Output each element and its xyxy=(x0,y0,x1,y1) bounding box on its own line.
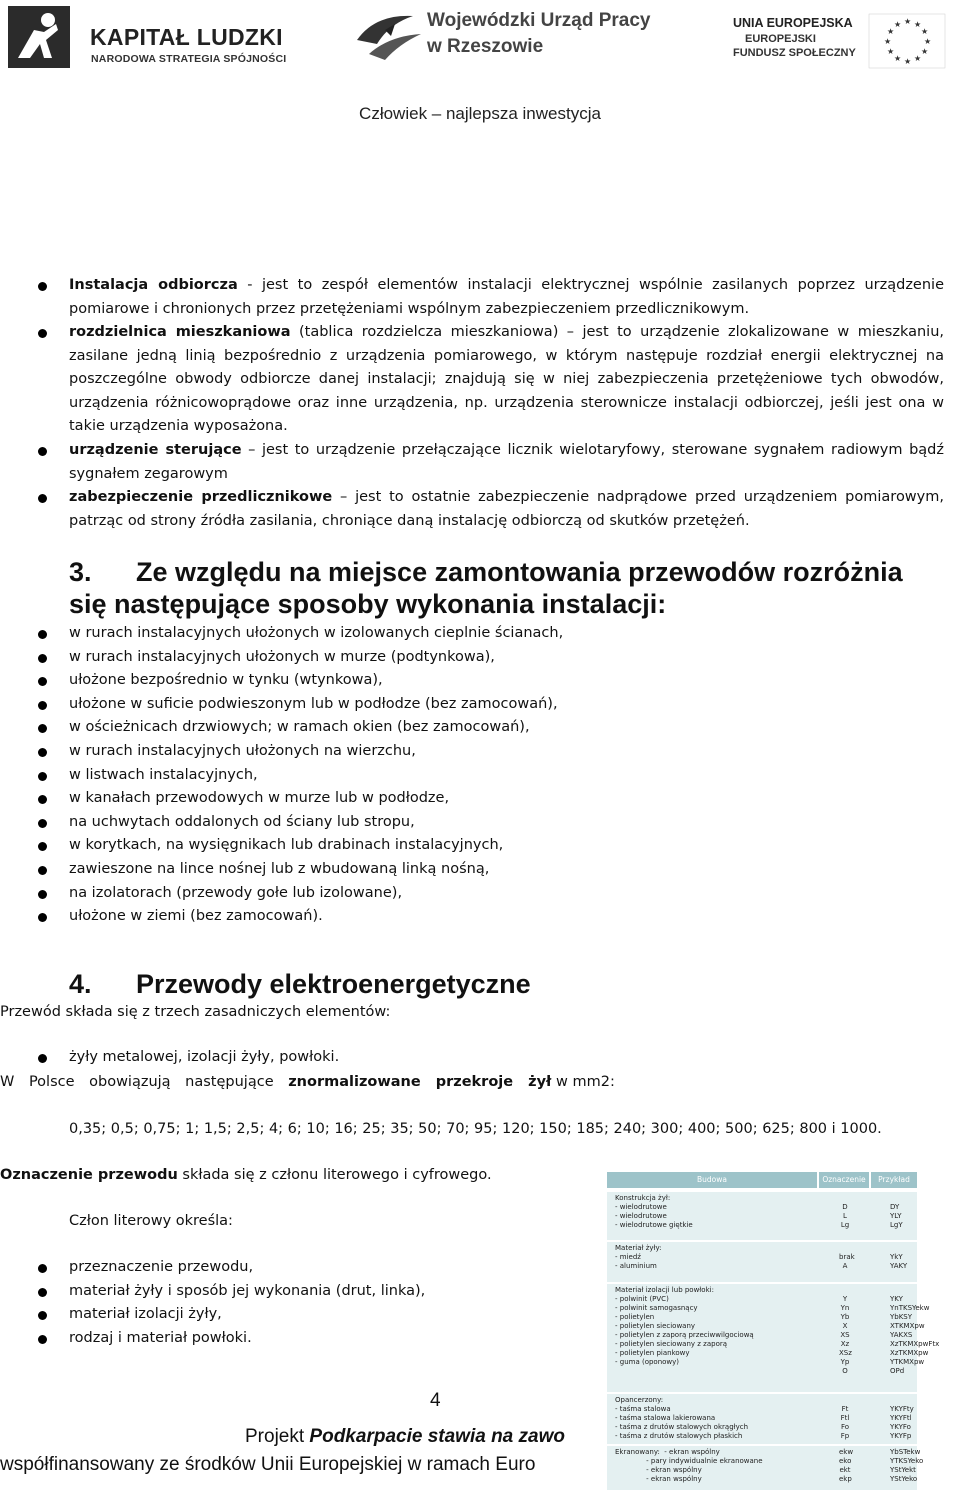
table-cell: DY YLY LgY xyxy=(890,1203,903,1229)
svg-text:★: ★ xyxy=(914,20,922,29)
table-cell: Opancerzony: - taśma stalowa - taśma stalowa lakierowana - taśma z drutów stalowych okrągłych - taśma z drutów stalowych płaskich xyxy=(615,1396,749,1440)
kapital-ludzki-logo xyxy=(8,6,298,68)
table-row xyxy=(607,1392,917,1444)
section3-title-line2: się następujące sposoby wykonania instalacji: xyxy=(69,589,667,619)
bullet-icon xyxy=(38,866,47,875)
svg-text:★: ★ xyxy=(921,27,929,36)
definition-term: Instalacja odbiorcza xyxy=(69,277,238,293)
table-cell: YkY YAKY xyxy=(890,1253,908,1270)
list-item: w ościeżnicach drzwiowych; w ramach okien (bez zamocowań), xyxy=(69,719,530,736)
eu-flag-icon xyxy=(869,14,945,68)
eu-logo xyxy=(733,14,948,70)
table-header-przyklad: Przykład xyxy=(871,1172,917,1188)
oznaczenie-rest: składa się z członu literowego i cyfrowego. xyxy=(177,1167,492,1183)
oznaczenie-sentence xyxy=(0,1164,492,1188)
list-item: ułożone w suficie podwieszonym lub w podłodze (bez zamocowań), xyxy=(69,695,558,712)
table-row xyxy=(607,1240,917,1282)
bullet-icon xyxy=(38,654,47,663)
eu-line1: UNIA EUROPEJSKA xyxy=(733,16,853,30)
bullet-icon xyxy=(38,772,47,781)
norm-suffix: w mm2: xyxy=(551,1074,615,1090)
svg-text:★: ★ xyxy=(887,27,895,36)
table-row xyxy=(607,1190,917,1240)
section3-number: 3. xyxy=(69,557,92,587)
definition-term: zabezpieczenie przedlicznikowe xyxy=(69,489,333,505)
list-item: ułożone bezpośrednio w tynku (wtynkowa), xyxy=(69,672,383,689)
eu-line2: EUROPEJSKI xyxy=(745,33,816,45)
bullet-icon xyxy=(38,724,47,733)
list-item: w rurach instalacyjnych ułożonych w izolowanych cieplnie ścianach, xyxy=(69,625,564,641)
svg-text:★: ★ xyxy=(924,37,932,46)
list-item: przeznaczenie przewodu, xyxy=(69,1259,254,1275)
section4-title: Przewody elektroenergetyczne xyxy=(136,969,531,999)
kapital-ludzki-title: KAPITAŁ LUDZKI xyxy=(90,24,283,50)
definition-term: rozdzielnica mieszkaniowa xyxy=(69,324,291,340)
table-cell: Konstrukcja żył: - wielodrutowe - wielodrutowe - wielodrutowe giętkie xyxy=(615,1194,693,1229)
list-item: materiał żyły i sposób jej wykonania (drut, linka), xyxy=(69,1282,426,1299)
norm-bold: znormalizowane przekroje żył xyxy=(288,1074,552,1090)
bullet-icon xyxy=(38,819,47,828)
page-number: 4 xyxy=(430,1390,441,1411)
table-cell: ekw eko ekt ekp xyxy=(839,1448,854,1483)
table-cell: Materiał żyły: - miedź - aluminium xyxy=(615,1244,662,1270)
table-cell: Ft Ftl Fo Fp xyxy=(840,1405,850,1440)
table-cell: Y Yn Yb X XS Xz XSz Yp O xyxy=(839,1295,852,1375)
table-header-budowa: Budowa xyxy=(607,1172,817,1188)
table-cell: D L Lg xyxy=(840,1203,850,1229)
bullet-icon xyxy=(38,494,47,503)
kapital-ludzki-subtitle: NARODOWA STRATEGIA SPÓJNOŚCI xyxy=(91,53,287,65)
footer-project-name: Podkarpacie stawia na zawo xyxy=(309,1426,565,1447)
definition-text: – jest to ostatnie zabezpieczenie nadprądowe przed urządzeniem pomiarowym, patrząc od strony źródła zasilania, chroniące daną instalację odbiorczą od skutków przetężeń. xyxy=(69,489,944,529)
list-item: rodzaj i materiał powłoki. xyxy=(69,1329,252,1346)
list-item: na izolatorach (przewody gołe lub izolowane), xyxy=(69,884,403,901)
list-item: materiał izolacji żyły, xyxy=(69,1306,222,1323)
list-item: ułożone w ziemi (bez zamocowań). xyxy=(69,908,323,925)
svg-text:★: ★ xyxy=(884,37,892,46)
bullet-icon xyxy=(38,1311,47,1320)
bullet-icon xyxy=(38,795,47,804)
section4-number: 4. xyxy=(69,969,92,999)
wup-logo xyxy=(355,6,675,66)
bullet-icon xyxy=(38,677,47,686)
list-item: w rurach instalacyjnych ułożonych na wierzchu, xyxy=(69,743,416,759)
norm-prefix: W Polsce obowiązują następujące xyxy=(0,1074,289,1090)
table-row xyxy=(607,1444,924,1490)
table-row xyxy=(607,1282,940,1392)
section4-intro: Przewód składa się z trzech zasadniczych elementów: xyxy=(0,1004,391,1020)
definition-item xyxy=(69,486,944,533)
bullet-icon xyxy=(38,1288,47,1297)
table-cell: YKYFty YKYFtl YKYFo YKYFp xyxy=(890,1405,914,1440)
cable-designation-table xyxy=(607,1172,940,1483)
bullet-icon xyxy=(38,1335,47,1344)
list-item: zawieszone na lince nośnej lub z wbudowaną linką nośną, xyxy=(69,861,490,877)
definition-text: – jest to urządzenie przełączające licznik wielotaryfowy, sterowane sygnałem radiowym bądź sygnałem zegarowym xyxy=(69,442,944,482)
norm-sizes-sentence xyxy=(0,1071,620,1095)
table-cell: brak A xyxy=(839,1253,855,1270)
list-item: w korytkach, na wysięgnikach lub drabinach instalacyjnych, xyxy=(69,837,504,854)
definition-item xyxy=(69,439,944,486)
bullet-icon xyxy=(38,1054,47,1063)
bullet-icon xyxy=(38,842,47,851)
section3-title-line1: Ze względu na miejsce zamontowania przewodów rozróżnia xyxy=(136,557,903,587)
bullet-icon xyxy=(38,890,47,899)
bullet-icon xyxy=(38,1264,47,1273)
oznaczenie-bold: Oznaczenie przewodu xyxy=(0,1167,178,1183)
definition-item xyxy=(69,321,944,439)
definition-text: (tablica rozdzielcza mieszkaniowa) – jest to urządzenie zlokalizowane w mieszkaniu, zasilane jedną linią bezpośrednio z urządzenia pomiarowego, w którym następuje rozdział energii elektrycznej na poszczególne obwody odbiorcze danej instalacji; znajdują się w niej zabezpieczenia przetężeniowe tych obwodów, urządzenia różnicowoprądowe oraz inne urządzenia, np. urządzenia sterownicze instalacji odbiorczej, jeśli jest ona w takie urządzenia wyposażona. xyxy=(69,324,944,434)
bullet-icon xyxy=(38,329,47,338)
table-cell: Materiał izolacji lub powłoki: - polwinit (PVC) - polwinit samogasnący - polietylen - polietylen sieciowany - polietylen z zaporą przeciwwilgociową - polietylen sieciowany z zaporą - polietylen piankowy - guma (oponowy) xyxy=(615,1286,754,1366)
bullet-icon xyxy=(38,447,47,456)
bullet-icon xyxy=(38,701,47,710)
cable-elements-item: żyły metalowej, izolacji żyły, powłoki. xyxy=(69,1049,340,1065)
svg-text:★: ★ xyxy=(894,20,902,29)
footer-project-prefix: Projekt xyxy=(245,1426,310,1447)
list-item: w listwach instalacyjnych, xyxy=(69,766,258,783)
table-header-oznaczenie: Oznaczenie xyxy=(819,1172,869,1188)
bullet-icon xyxy=(38,913,47,922)
kapital-ludzki-mark-icon xyxy=(8,6,70,68)
footer-project-line xyxy=(245,1426,565,1448)
czlon-heading: Człon literowy określa: xyxy=(69,1213,233,1229)
bullet-icon xyxy=(38,630,47,639)
wup-name-line1: Wojewódzki Urząd Pracy xyxy=(427,10,651,31)
svg-text:★: ★ xyxy=(921,47,929,56)
list-item: w rurach instalacyjnych ułożonych w murze (podtynkowa), xyxy=(69,648,495,665)
wup-name-line2: w Rzeszowie xyxy=(427,36,544,57)
wup-swoosh-icon xyxy=(355,10,423,62)
table-cell: YKY YnTKSYekw YbKSY XTKMXpw YAKXS XzTKMXpwFtx XzTKMXpw YTKMXpw OPd xyxy=(890,1295,940,1375)
bullet-icon xyxy=(38,282,47,291)
bullet-icon xyxy=(38,748,47,757)
footer-funding-line: współfinansowany ze środków Unii Europejskiej w ramach Euro xyxy=(0,1454,536,1475)
list-item: na uchwytach oddalonych od ściany lub stropu, xyxy=(69,813,415,830)
eu-line3: FUNDUSZ SPOŁECZNY xyxy=(733,47,856,59)
svg-text:★: ★ xyxy=(914,54,922,63)
svg-text:★: ★ xyxy=(904,57,912,66)
table-cell: YbSTekw YTKSYeko YStYekt YStYeko xyxy=(890,1448,924,1483)
list-item: w kanałach przewodowych w murze lub w podłodze, xyxy=(69,790,450,807)
definition-text: - jest to zespół elementów instalacji elektrycznej wspólnie zasilanych poprzez urządzenie pomiarowe i chronionych przez przetężeniami wspólnym zabezpieczeniem przedlicznikowym. xyxy=(69,277,944,317)
norm-sizes-values: 0,35; 0,5; 0,75; 1; 1,5; 2,5; 4; 6; 10; 16; 25; 35; 50; 70; 95; 120; 150; 185; 240; 300; 400; 500; 625; 800 i 1000. xyxy=(69,1121,882,1137)
definition-item xyxy=(69,274,944,321)
svg-text:★: ★ xyxy=(887,47,895,56)
tagline: Człowiek – najlepsza inwestycja xyxy=(359,104,601,123)
definition-term: urządzenie sterujące xyxy=(69,442,242,458)
svg-text:★: ★ xyxy=(894,54,902,63)
table-cell: Ekranowany: - ekran wspólny - pary indywidualnie ekranowane - ekran wspólny - ekran wspólny xyxy=(615,1448,763,1483)
svg-text:★: ★ xyxy=(904,17,912,26)
